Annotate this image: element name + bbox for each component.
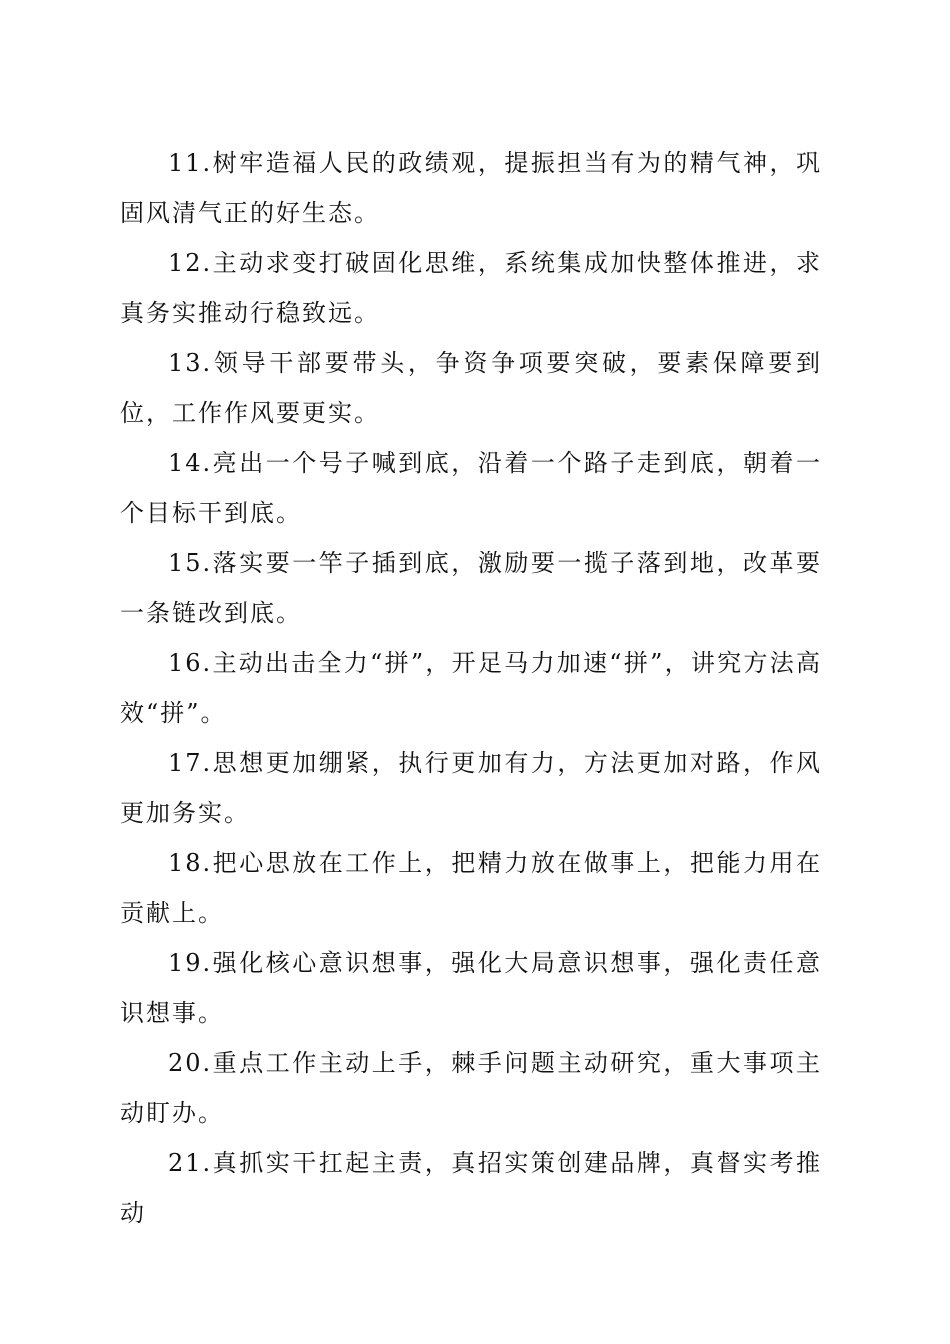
- paragraph-12: 12.主动求变打破固化思维，系统集成加快整体推进，求真务实推动行稳致远。: [120, 249, 822, 327]
- paragraph-21: 21.真抓实干扛起主责，真招实策创建品牌，真督实考推动: [120, 1149, 822, 1227]
- paragraph-17: 17.思想更加绷紧，执行更加有力，方法更加对路，作风更加务实。: [120, 749, 822, 827]
- paragraph-18: 18.把心思放在工作上，把精力放在做事上，把能力用在贡献上。: [120, 849, 822, 927]
- paragraph-20: 20.重点工作主动上手，棘手问题主动研究，重大事项主动盯办。: [120, 1049, 822, 1127]
- paragraph-15: 15.落实要一竿子插到底，激励要一揽子落到地，改革要一条链改到底。: [120, 549, 822, 627]
- paragraph-14: 14.亮出一个号子喊到底，沿着一个路子走到底，朝着一个目标干到底。: [120, 449, 822, 527]
- paragraph-19: 19.强化核心意识想事，强化大局意识想事，强化责任意识想事。: [120, 949, 822, 1027]
- document-body: [120, 138, 822, 1238]
- paragraph-11: 11.树牢造福人民的政绩观，提振担当有为的精气神，巩固风清气正的好生态。: [120, 149, 822, 227]
- paragraph-16: 16.主动出击全力“拼”，开足马力加速“拼”，讲究方法高效“拼”。: [120, 649, 822, 727]
- paragraph-13: 13.领导干部要带头，争资争项要突破，要素保障要到位，工作作风要更实。: [120, 349, 822, 427]
